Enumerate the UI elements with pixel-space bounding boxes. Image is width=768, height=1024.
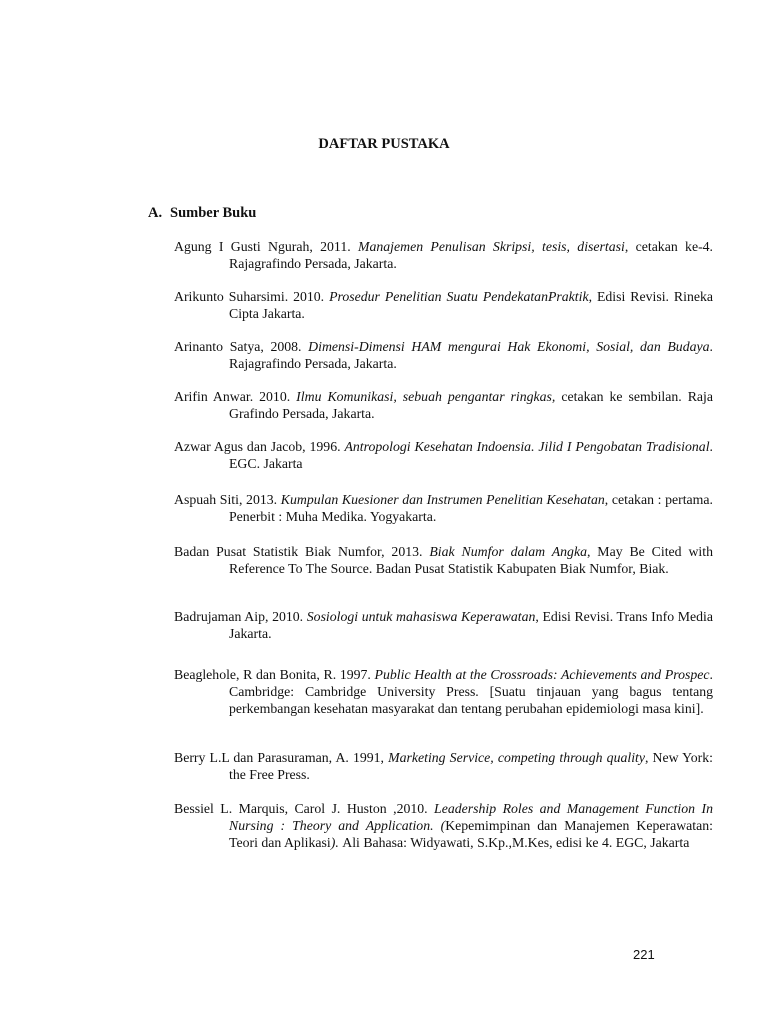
reference-text: Ali Bahasa: Widyawati, S.Kp.,M.Kes, edisi ke 4. EGC, Jakarta [342,835,690,850]
reference-title: Sosiologi untuk mahasiswa Keperawatan [306,609,536,624]
reference-text: Bessiel L. Marquis, Carol J. Huston ,2010. [174,801,435,816]
reference-title: Leadership Roles and Management Function In Nursing : Theory and Application. ( [229,801,713,833]
section-heading [148,205,256,222]
reference-text: , cetakan : pertama. Penerbit : Muha Medika. Yogyakarta. [229,492,713,524]
reference-item [174,543,713,577]
reference-text: , New York: the Free Press. [229,750,713,782]
page-number: 221 [633,947,655,962]
reference-item [174,388,713,422]
page-title: DAFTAR PUSTAKA [318,136,450,152]
reference-title: Biak Numfor dalam Angka [429,544,587,559]
reference-title: Kumpulan Kuesioner dan Instrumen Penelitian Kesehatan [280,492,605,507]
reference-text: , cetakan ke-4. Rajagrafindo Persada, Jakarta. [229,239,714,271]
reference-item [174,491,713,525]
reference-text: , Edisi Revisi. Rineka Cipta Jakarta. [229,289,713,321]
reference-text: . Cambridge: Cambridge University Press. [Suatu tinjauan yang bagus tentang perkembangan kesehatan masyarakat dan tentang perubahan epidemiologi masa kini]. [229,667,713,716]
reference-title: Antropologi Kesehatan Indoensia. Jilid I Pengobatan Tradisional [344,439,710,454]
reference-text: Arinanto Satya, 2008. [174,339,309,354]
section-letter: A. [148,205,163,221]
reference-text: , Edisi Revisi. Trans Info Media Jakarta. [229,609,713,641]
reference-title: ). [330,835,343,850]
reference-item [174,608,713,642]
reference-title: Dimensi-Dimensi HAM mengurai Hak Ekonomi, Sosial, dan Budaya [308,339,710,354]
reference-item [174,338,713,372]
reference-item [174,666,713,717]
reference-text: Beaglehole, R dan Bonita, R. 1997. [174,667,375,682]
reference-text: , May Be Cited with Reference To The Source. Badan Pusat Statistik Kabupaten Biak Numfor, Biak. [229,544,713,576]
reference-item [174,800,713,851]
reference-text: Badan Pusat Statistik Biak Numfor, 2013. [174,544,430,559]
reference-item [174,288,713,322]
reference-text: cetakan ke sembilan. Raja Grafindo Persada, Jakarta. [229,389,713,421]
reference-text: Aspuah Siti, 2013. [174,492,281,507]
reference-title: Public Health at the Crossroads: Achievements and Prospec [374,667,710,682]
reference-text: Azwar Agus dan Jacob, 1996. [174,439,345,454]
reference-text: Arikunto Suharsimi. 2010. [174,289,330,304]
reference-item [174,438,713,472]
reference-title: Marketing Service, competing through quality [388,750,645,765]
reference-text: Berry L.L dan Parasuraman, A. 1991, [174,750,389,765]
reference-title: Manajemen Penulisan Skripsi, tesis, disertasi [357,239,625,254]
reference-item [174,238,713,272]
reference-text: Agung I Gusti Ngurah, 2011. [174,239,358,254]
reference-item [174,749,713,783]
reference-title: Ilmu Komunikasi, sebuah pengantar ringkas, [296,389,556,404]
section-heading-text: Sumber Buku [170,205,257,221]
reference-text: Arifin Anwar. 2010. [174,389,297,404]
reference-translation: Kepemimpinan dan Manajemen Keperawatan: Teori dan Aplikasi [229,818,713,850]
reference-title: Prosedur Penelitian Suatu PendekatanPraktik [329,289,589,304]
reference-text: . EGC. Jakarta [229,439,713,471]
reference-text: . Rajagrafindo Persada, Jakarta. [229,339,713,371]
reference-text: Badrujaman Aip, 2010. [174,609,307,624]
